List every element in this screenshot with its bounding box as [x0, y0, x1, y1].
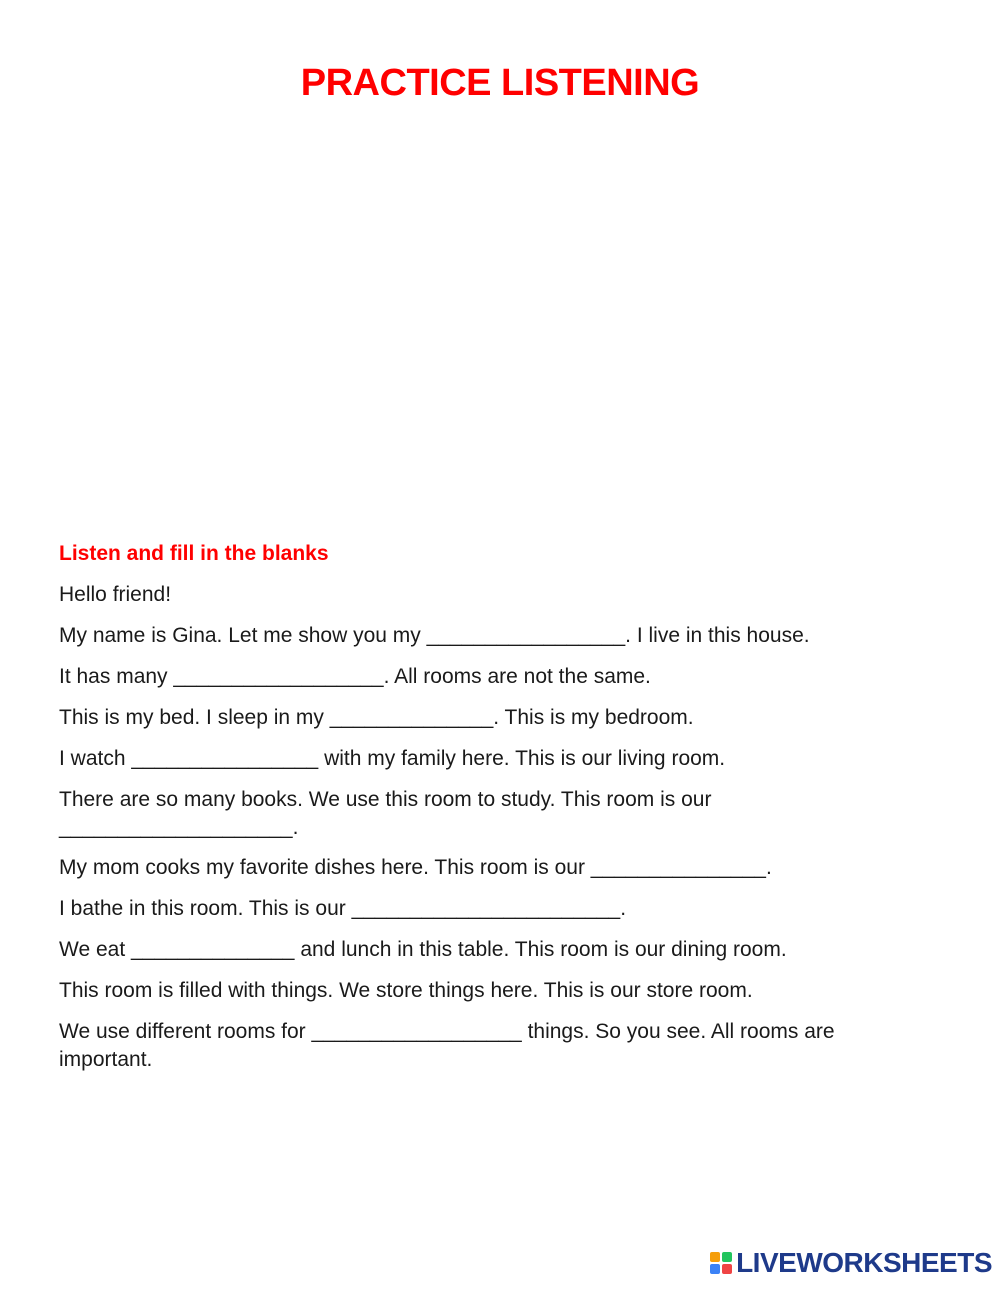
logo-square [722, 1252, 732, 1262]
text-line-5: There are so many books. We use this room to study. This room is our ____________________. [59, 788, 712, 839]
text-line-2: It has many __________________. All rooms are not the same. [59, 665, 651, 688]
text-line-10: We use different rooms for __________________ things. So you see. All rooms are important. [59, 1020, 835, 1071]
page-title: PRACTICE LISTENING [300, 62, 700, 104]
logo-text: LIVEWORKSHEETS [736, 1247, 992, 1278]
text-line-9: This room is filled with things. We store things here. This is our store room. [59, 979, 753, 1002]
text-line-8: We eat ______________ and lunch in this table. This room is our dining room. [59, 938, 787, 961]
logo-square [710, 1252, 720, 1262]
instruction-heading: Listen and fill in the blanks [59, 542, 329, 565]
liveworksheets-logo-icon [710, 1252, 732, 1274]
text-line-greeting: Hello friend! [59, 583, 172, 606]
text-line-7: I bathe in this room. This is our _______________________. [59, 897, 627, 920]
logo-square [710, 1264, 720, 1274]
text-line-6: My mom cooks my favorite dishes here. This room is our _______________. [59, 856, 772, 879]
text-line-3: This is my bed. I sleep in my ______________. This is my bedroom. [59, 706, 694, 729]
logo-square [722, 1264, 732, 1274]
text-line-1: My name is Gina. Let me show you my _________________. I live in this house. [59, 624, 810, 647]
footer-logo [710, 1249, 992, 1277]
worksheet-body [59, 540, 939, 1086]
text-line-4: I watch ________________ with my family here. This is our living room. [59, 747, 726, 770]
